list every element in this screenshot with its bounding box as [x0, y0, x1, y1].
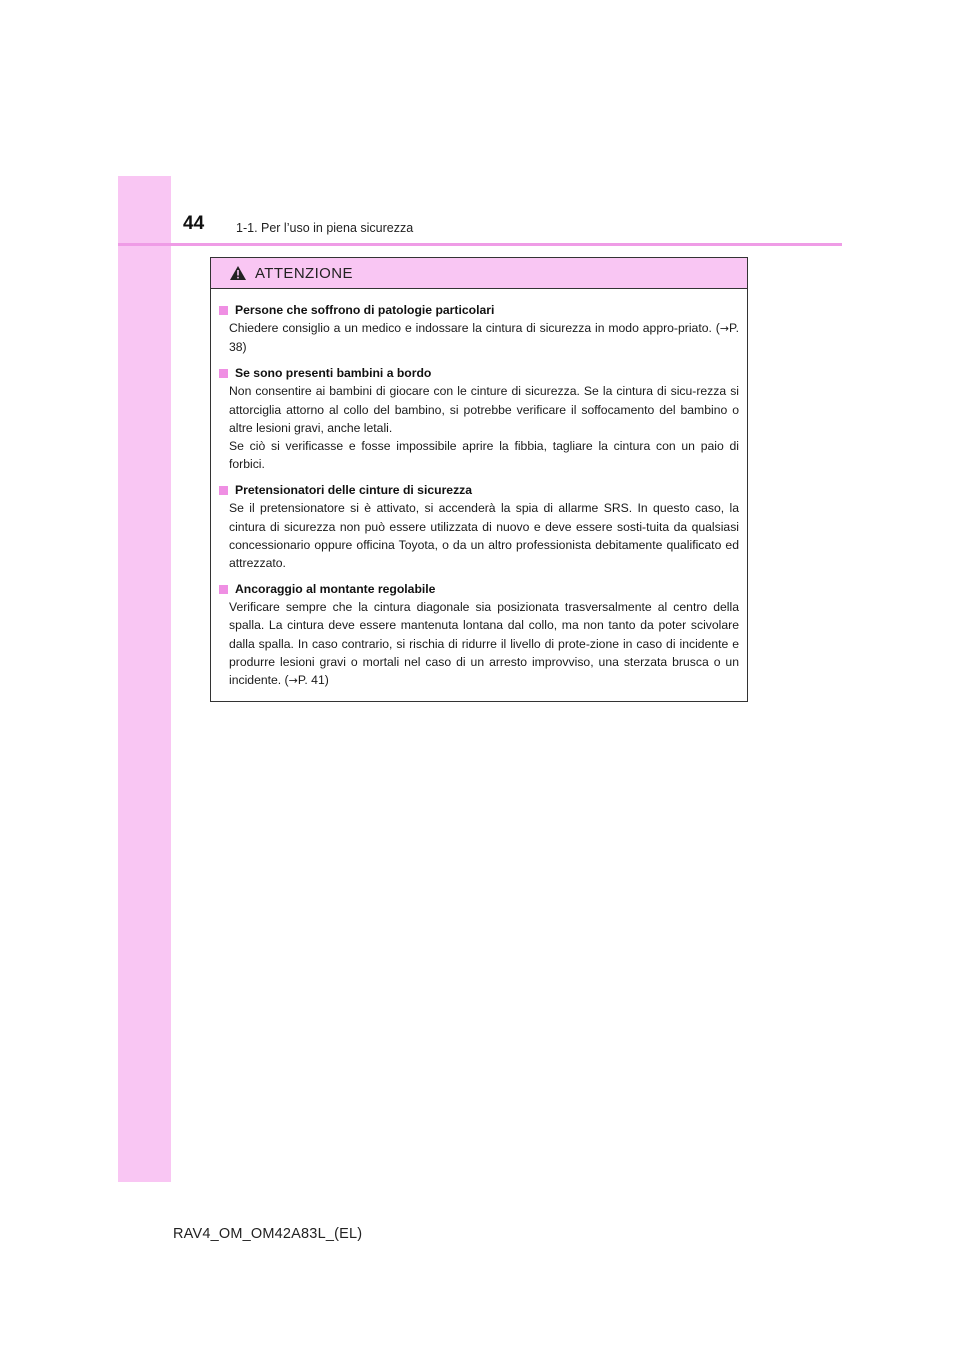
item-text: Chiedere consiglio a un medico e indossare la cintura di sicurezza in modo appro-priato. (→P. 38)	[229, 321, 739, 355]
warning-title: ATTENZIONE	[255, 264, 353, 282]
item-heading: Ancoraggio al montante regolabile	[235, 582, 436, 597]
item-heading: Se sono presenti bambini a bordo	[235, 366, 432, 381]
warning-item	[219, 580, 739, 690]
square-bullet-icon	[219, 585, 228, 594]
item-text: Verificare sempre che la cintura diagonale sia posizionata trasversalmente al centro della spalla. La cintura deve essere mantenuta lontana dal collo, ma non tanto da poter scivolare dalla spalla. In caso contrario, si rischia di ridurre il livello di prote-zione in caso di incidente e produrre lesioni gravi o mortali nel caso di un arresto improvviso, una sterzata brusca o un incidente. (→P. 41)	[229, 600, 739, 688]
section-title: 1-1. Per l’uso in piena sicurezza	[236, 221, 414, 235]
warning-triangle-icon	[229, 265, 247, 281]
item-text: Se ciò si verificasse e fosse impossibile aprire la fibbia, tagliare la cintura con un paio di forbici.	[229, 439, 739, 472]
square-bullet-icon	[219, 369, 228, 378]
warning-body	[211, 289, 747, 690]
item-text: Non consentire ai bambini di giocare con le cinture di sicurezza. Se la cintura di sicu-rezza si attorciglia attorno al collo del bambino, si potrebbe verificare il soffocamento del bambino o altre lesioni gravi, anche letali.	[229, 384, 739, 435]
warning-header	[211, 258, 747, 289]
item-text: Se il pretensionatore si è attivato, si accenderà la spia di allarme SRS. In questo caso, la cintura di sicurezza non può essere utilizzata di nuovo e deve essere sosti-tuita da qualsiasi concessionario oppure officina Toyota, o da un altro professionista debitamente qualificato ed attrezzato.	[229, 501, 739, 571]
item-heading: Pretensionatori delle cinture di sicurezza	[235, 483, 473, 498]
square-bullet-icon	[219, 486, 228, 495]
page-number: 44	[183, 213, 205, 234]
header-rule	[118, 243, 842, 246]
arrow-right-icon: →	[288, 674, 298, 688]
warning-item	[219, 481, 739, 572]
item-heading: Persone che soffrono di patologie particolari	[235, 303, 495, 317]
arrow-right-icon: →	[719, 322, 730, 335]
warning-item	[219, 364, 739, 473]
document-code: RAV4_OM_OM42A83L_(EL)	[173, 1226, 363, 1242]
warning-box	[210, 257, 748, 702]
square-bullet-icon	[219, 306, 228, 315]
side-tab-band	[118, 176, 171, 1182]
warning-item	[219, 301, 739, 356]
